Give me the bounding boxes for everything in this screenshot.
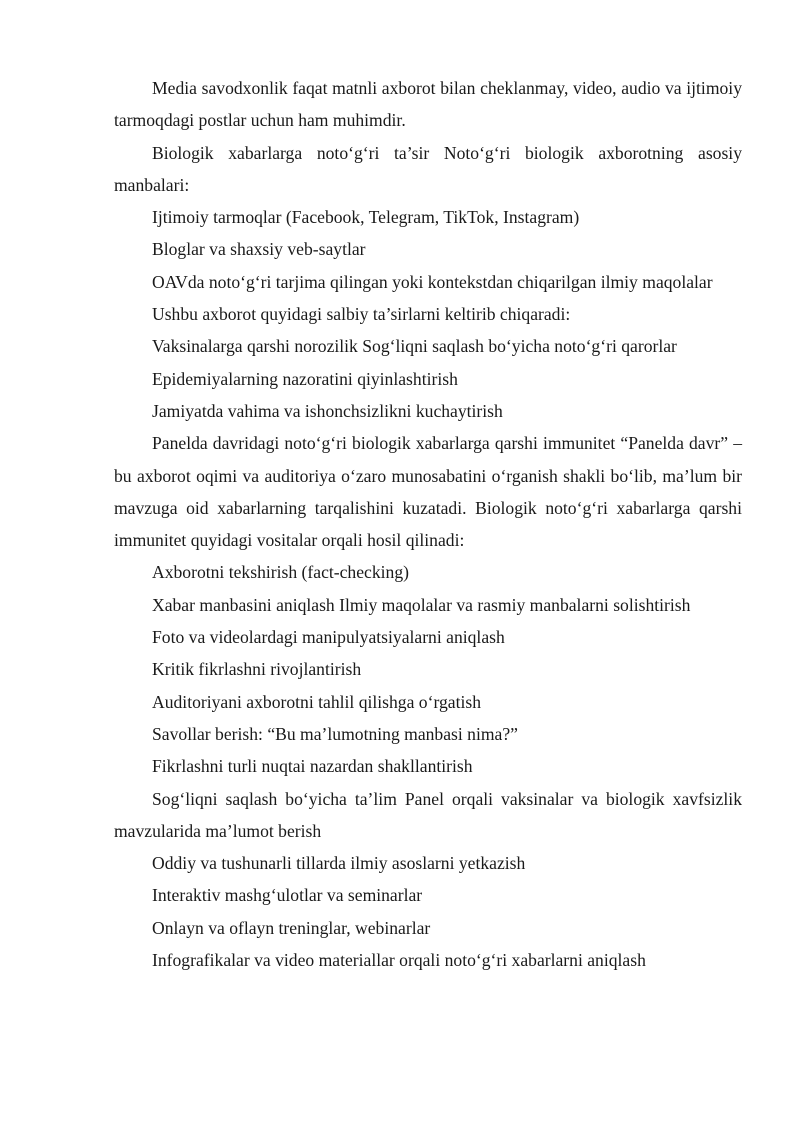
paragraph-21: Onlayn va oflayn treninglar, webinarlar — [152, 917, 431, 938]
paragraph-7: Vaksinalarga qarshi norozilik Sog‘liqni saqlash bo‘yicha noto‘g‘ri qarorlar — [152, 336, 677, 357]
paragraph-1: Media savodxonlik faqat matnli axborot bilan cheklanmay, video, audio va ijtimoiy tarmoqdagi postlar uchun ham muhimdir. — [114, 78, 742, 131]
paragraph-13: Foto va videolardagi manipulyatsiyalarni aniqlash — [152, 627, 505, 648]
paragraph-10: Panelda davridagi noto‘g‘ri biologik xabarlarga qarshi immunitet “Panelda davr” – bu axborot oqimi va auditoriya o‘zaro munosabatini o‘rganish shakli bo‘lib, ma’lum bir mavzuga oid xabarlarning tarqalishini kuzatadi. Biologik noto‘g‘ri xabarlarga qarshi immunitet quyidagi vositalar orqali hosil qilinadi: — [114, 433, 742, 551]
paragraph-11: Axborotni tekshirish (fact-checking) — [152, 562, 409, 583]
paragraph-5: OAVda noto‘g‘ri tarjima qilingan yoki kontekstdan chiqarilgan ilmiy maqolalar — [152, 271, 713, 292]
paragraph-2: Biologik xabarlarga noto‘g‘ri ta’sir Noto‘g‘ri biologik axborotning asosiy manbalari: — [114, 142, 742, 195]
document-body — [114, 72, 742, 976]
paragraph-15: Auditoriyani axborotni tahlil qilishga o‘rgatish — [152, 691, 482, 712]
paragraph-16: Savollar berish: “Bu ma’lumotning manbasi nima?” — [152, 723, 518, 744]
paragraph-14: Kritik fikrlashni rivojlantirish — [152, 659, 362, 680]
paragraph-4: Bloglar va shaxsiy veb-saytlar — [152, 239, 366, 260]
paragraph-6: Ushbu axborot quyidagi salbiy ta’sirlarni keltirib chiqaradi: — [152, 304, 571, 325]
paragraph-12: Xabar manbasini aniqlash Ilmiy maqolalar va rasmiy manbalarni solishtirish — [152, 594, 691, 615]
paragraph-18: Sog‘liqni saqlash bo‘yicha ta’lim Panel orqali vaksinalar va biologik xavfsizlik mavzularida ma’lumot berish — [114, 788, 742, 841]
paragraph-19: Oddiy va tushunarli tillarda ilmiy asoslarni yetkazish — [152, 853, 526, 874]
paragraph-8: Epidemiyalarning nazoratini qiyinlashtirish — [152, 368, 458, 389]
paragraph-17: Fikrlashni turli nuqtai nazardan shakllantirish — [152, 756, 473, 777]
paragraph-3: Ijtimoiy tarmoqlar (Facebook, Telegram, TikTok, Instagram) — [152, 207, 580, 228]
paragraph-22: Infografikalar va video materiallar orqali noto‘g‘ri xabarlarni aniqlash — [152, 950, 646, 971]
paragraph-9: Jamiyatda vahima va ishonchsizlikni kuchaytirish — [152, 400, 503, 421]
paragraph-20: Interaktiv mashg‘ulotlar va seminarlar — [152, 885, 423, 906]
